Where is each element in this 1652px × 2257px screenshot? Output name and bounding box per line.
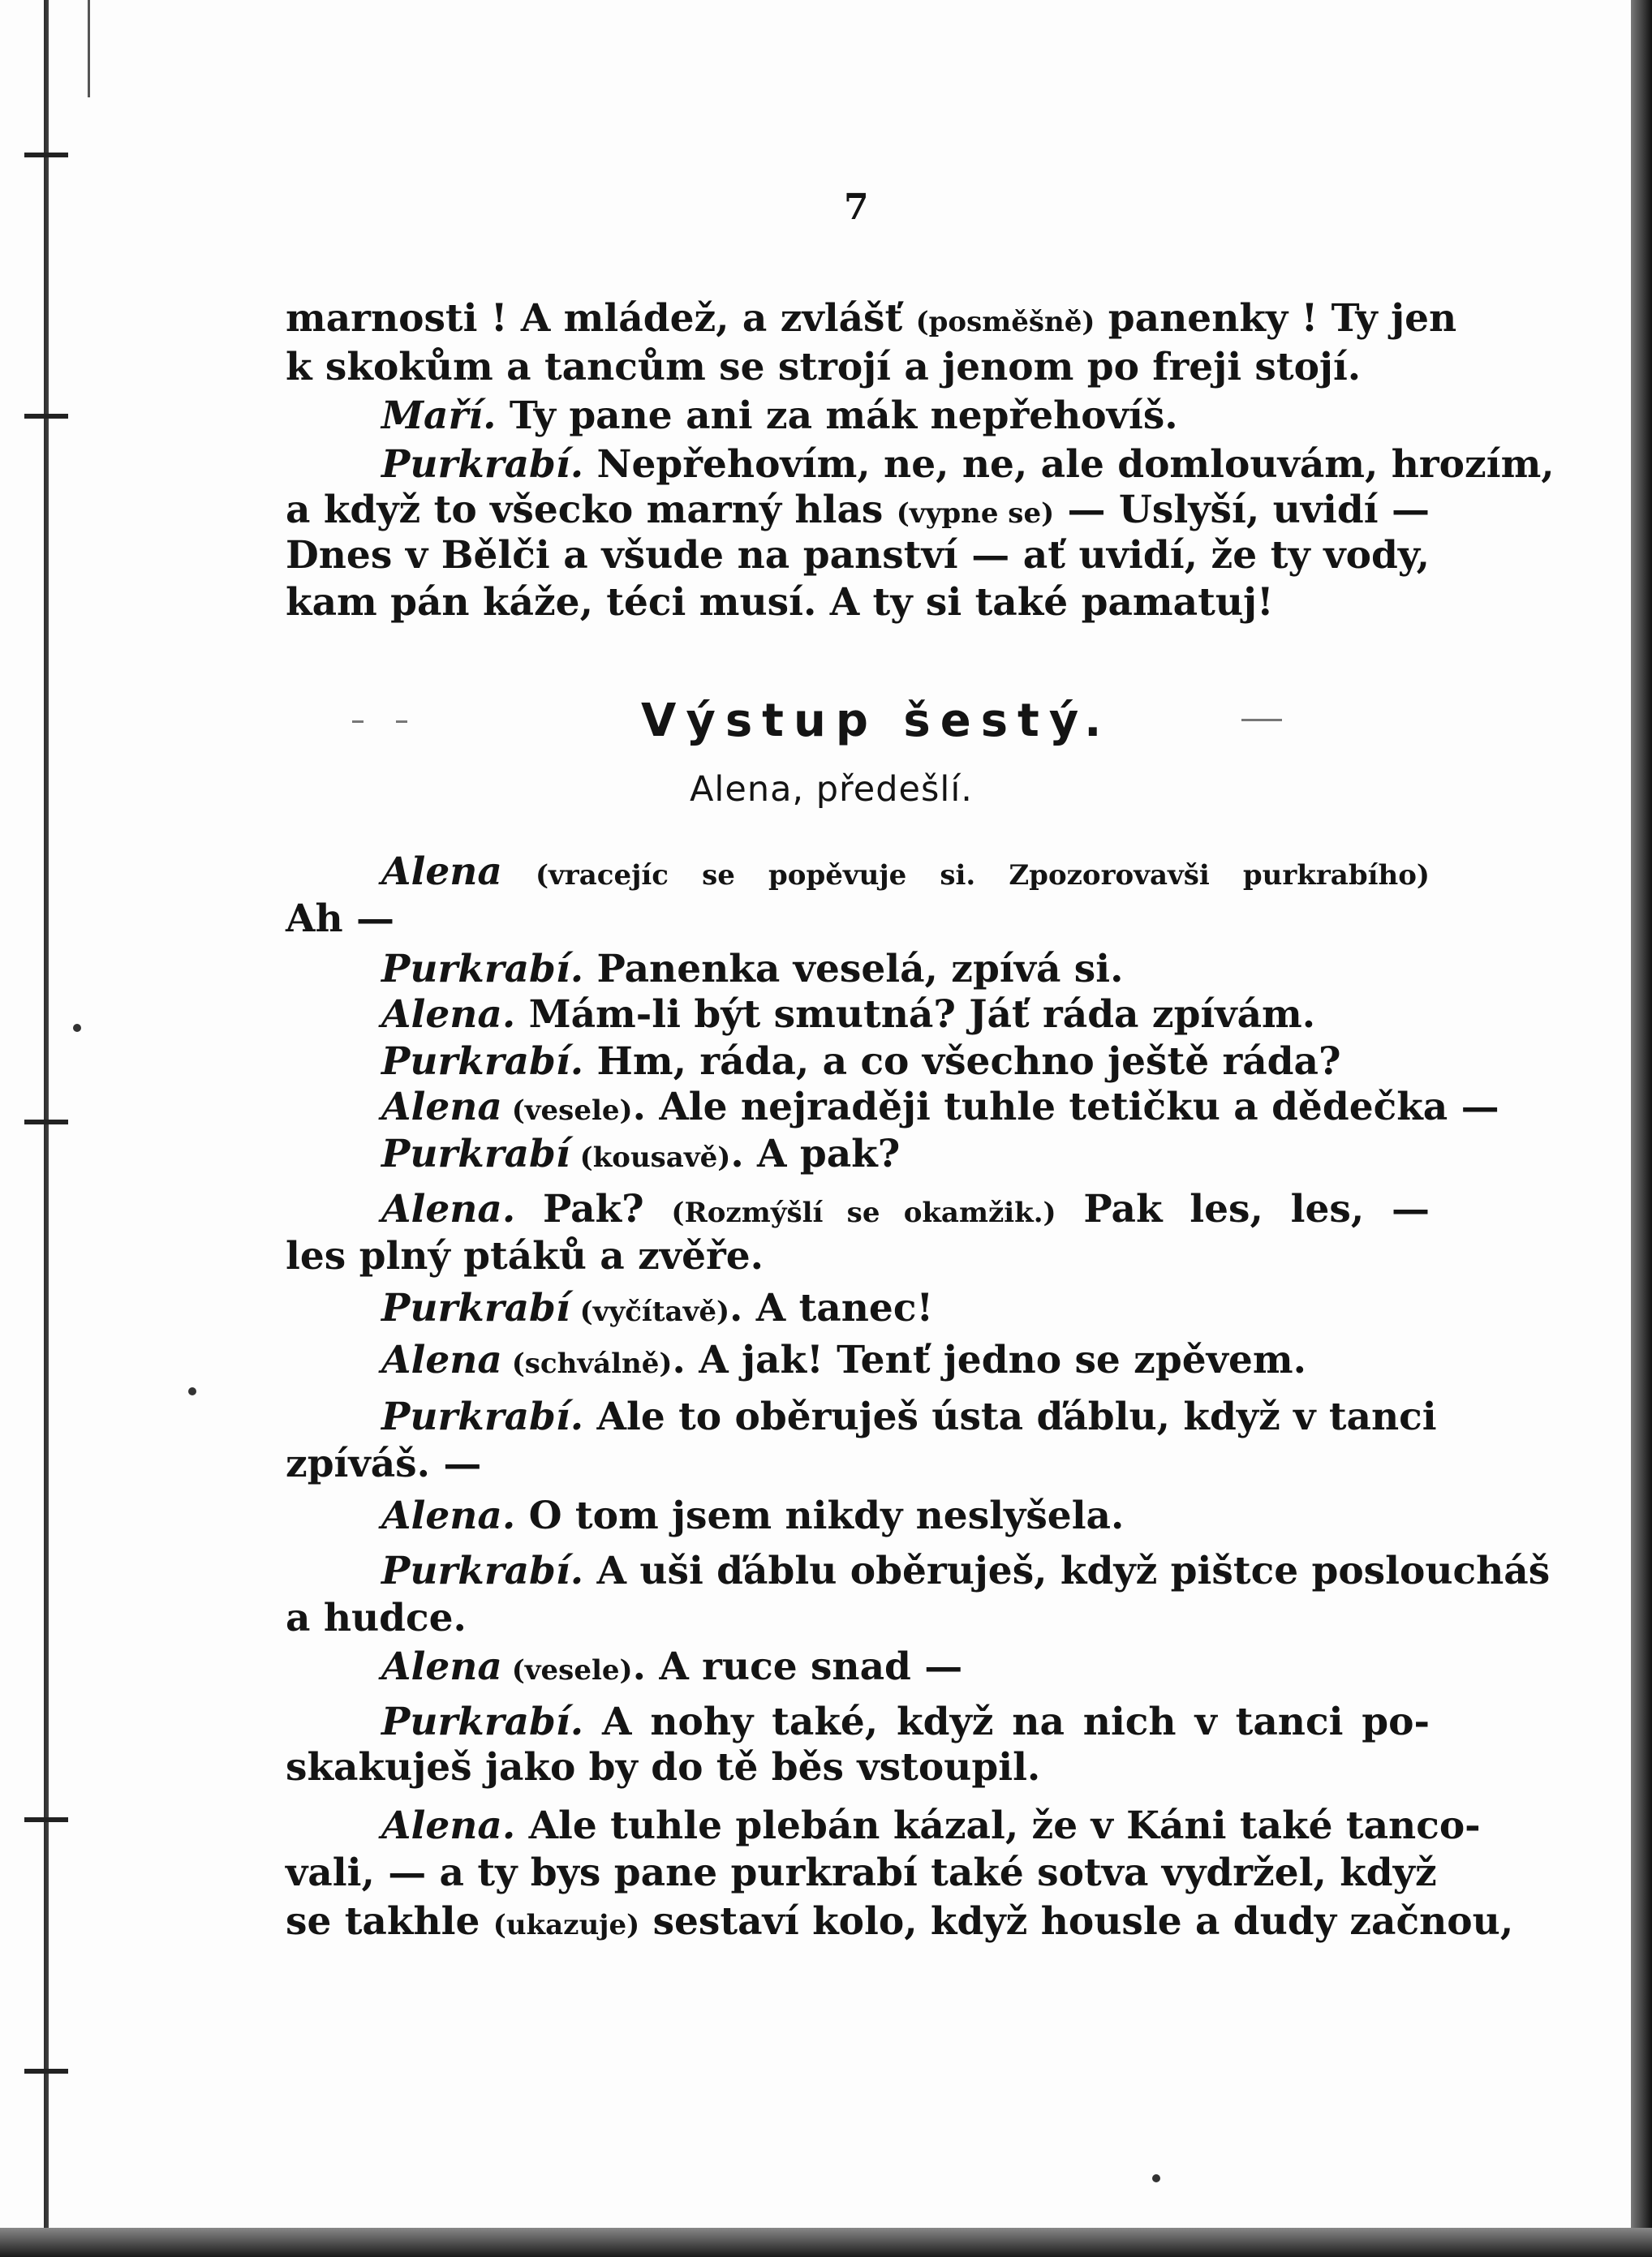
scan-line — [88, 0, 90, 97]
line-text: . Ale nejraději tuhle tetičku a dědečka — — [632, 1085, 1499, 1129]
scene-heading: Výstup šestý. — [641, 694, 1112, 747]
line-text: les plný ptáků a zvěře. — [286, 1234, 764, 1279]
line-text: Ty pane ani za mák nepřehovíš. — [496, 393, 1178, 438]
line-text: Ah — — [286, 896, 395, 941]
page-edge-right — [1631, 0, 1652, 2257]
line-text: Hm, ráda, a co všechno ještě ráda? — [583, 1039, 1341, 1084]
line-text: sestaví kolo, když housle a dudy začnou, — [639, 1899, 1514, 1944]
speaker-name: Alena. — [381, 1494, 516, 1538]
text-line — [286, 344, 1430, 391]
page-edge-bottom — [0, 2228, 1652, 2257]
stage-direction: (kousavě) — [570, 1141, 731, 1174]
line-text: . A pak? — [730, 1132, 901, 1176]
speaker-name: Purkrabí. — [381, 442, 584, 487]
text-line — [381, 1337, 1430, 1387]
speaker-name: Purkrabí — [381, 1286, 570, 1331]
speaker-name: Purkrabí. — [381, 947, 584, 991]
line-text: skakuješ jako by do tě běs vstoupil. — [286, 1745, 1041, 1790]
speaker-name: Purkrabí. — [381, 1700, 584, 1744]
line-text: O tom jsem nikdy neslyšela. — [515, 1494, 1125, 1538]
text-line — [381, 393, 1430, 440]
stage-direction: (ukazuje) — [493, 1909, 640, 1941]
line-text: Nepřehovím, ne, ne, ale domlouvám, hrozím, — [583, 442, 1555, 487]
line-text: Ale to oběruješ ústa ďáblu, když v tanci — [583, 1395, 1437, 1439]
text-line — [381, 946, 1430, 993]
line-text: panenky ! Ty jen — [1095, 296, 1457, 341]
speaker-name: Alena — [381, 849, 502, 894]
text-line — [381, 1084, 1499, 1134]
text-line — [381, 1548, 1551, 1595]
scan-mark — [24, 1120, 68, 1124]
text-line — [286, 487, 1430, 537]
ornament-dash — [1241, 719, 1282, 721]
text-line — [381, 1394, 1437, 1441]
line-text: Pak les, les, — — [1056, 1187, 1430, 1232]
text-line — [381, 1285, 1430, 1335]
speaker-name: Alena. — [381, 992, 516, 1037]
text-line — [286, 1595, 1430, 1642]
line-text: Mám-li být smutná? Jáť ráda zpívám. — [515, 992, 1316, 1037]
line-text: . A ruce snad — — [632, 1644, 963, 1689]
speaker-name: Alena — [381, 1338, 502, 1382]
line-text: se takhle — [286, 1899, 493, 1944]
scan-mark — [24, 1817, 68, 1822]
text-line — [381, 441, 1555, 488]
text-line — [381, 991, 1430, 1038]
text-line — [286, 896, 1430, 943]
stage-direction: (schválně) — [501, 1348, 673, 1380]
line-text: marnosti ! A mládež, a zvlášť — [286, 296, 916, 341]
speaker-name: Purkrabí — [381, 1132, 570, 1176]
speck — [188, 1387, 196, 1395]
text-line — [381, 1644, 1430, 1694]
stage-direction: (vyčítavě) — [570, 1296, 730, 1328]
line-text: k skokům a tancům se strojí a jenom po freji stojí. — [286, 345, 1362, 389]
line-text: . A jak! Tenť jedno se zpěvem. — [672, 1338, 1306, 1382]
speaker-name: Alena — [381, 1085, 502, 1129]
speaker-name: Maří. — [381, 393, 497, 438]
text-line — [286, 1744, 1430, 1791]
stage-direction: (posměšně) — [915, 306, 1095, 338]
stage-direction: (vesele) — [501, 1094, 633, 1127]
text-line — [286, 1441, 1430, 1488]
speaker-name: Alena — [381, 1644, 502, 1689]
speck — [1152, 2174, 1160, 2182]
line-text: a když to všecko marný hlas — [286, 488, 897, 532]
text-line — [286, 1898, 1514, 1949]
text-line — [381, 1699, 1430, 1746]
line-text: A nohy také, když na nich v tanci po- — [583, 1700, 1430, 1744]
text-line — [381, 1131, 1430, 1181]
scene-characters: Alena, předešlí. — [690, 769, 973, 810]
text-line — [381, 1186, 1430, 1236]
line-text: a hudce. — [286, 1596, 467, 1640]
text-line — [286, 532, 1430, 579]
line-text: zpíváš. — — [286, 1442, 482, 1486]
line-text: . A tanec! — [729, 1286, 934, 1331]
page-number: 7 — [844, 187, 869, 228]
stage-direction: (vracejíc se popěvuje si. Zpozorovavši purkrabího) — [501, 859, 1430, 892]
scan-mark — [24, 2069, 68, 2074]
speaker-name: Alena. — [381, 1187, 516, 1232]
line-text: vali, — a ty bys pane purkrabí také sotva vydržel, když — [286, 1851, 1437, 1895]
scan-mark — [24, 414, 68, 419]
speaker-name: Purkrabí. — [381, 1549, 584, 1593]
text-line — [286, 1233, 1430, 1280]
stage-direction: (vypne se) — [896, 497, 1055, 530]
line-text: kam pán káže, téci musí. A ty si také pamatuj! — [286, 580, 1274, 625]
speaker-name: Purkrabí. — [381, 1039, 584, 1084]
text-line — [286, 579, 1430, 626]
text-line — [381, 1493, 1430, 1540]
ornament-dash — [352, 720, 364, 723]
line-text: Dnes v Bělči a všude na panství — ať uvidí, že ty vody, — [286, 533, 1430, 578]
line-text: Panenka veselá, zpívá si. — [583, 947, 1124, 991]
line-text: — Uslyší, uvidí — — [1054, 488, 1430, 532]
stage-direction: (vesele) — [501, 1654, 633, 1687]
text-line — [286, 295, 1457, 346]
speck — [73, 1024, 81, 1032]
text-line — [381, 1803, 1481, 1850]
scan-mark — [24, 153, 68, 157]
stage-direction: (Rozmýšlí se okamžik.) — [671, 1197, 1056, 1229]
line-text: Ale tuhle plebán kázal, že v Káni také tanco- — [515, 1803, 1481, 1848]
text-line — [381, 1038, 1430, 1086]
text-line — [381, 849, 1430, 899]
line-text: Pak? — [515, 1187, 672, 1232]
ornament-dash — [396, 720, 407, 723]
text-line — [286, 1850, 1437, 1897]
speaker-name: Purkrabí. — [381, 1395, 584, 1439]
binding-edge — [44, 0, 49, 2257]
line-text: A uši ďáblu oběruješ, když pištce posloucháš — [583, 1549, 1551, 1593]
speaker-name: Alena. — [381, 1803, 516, 1848]
